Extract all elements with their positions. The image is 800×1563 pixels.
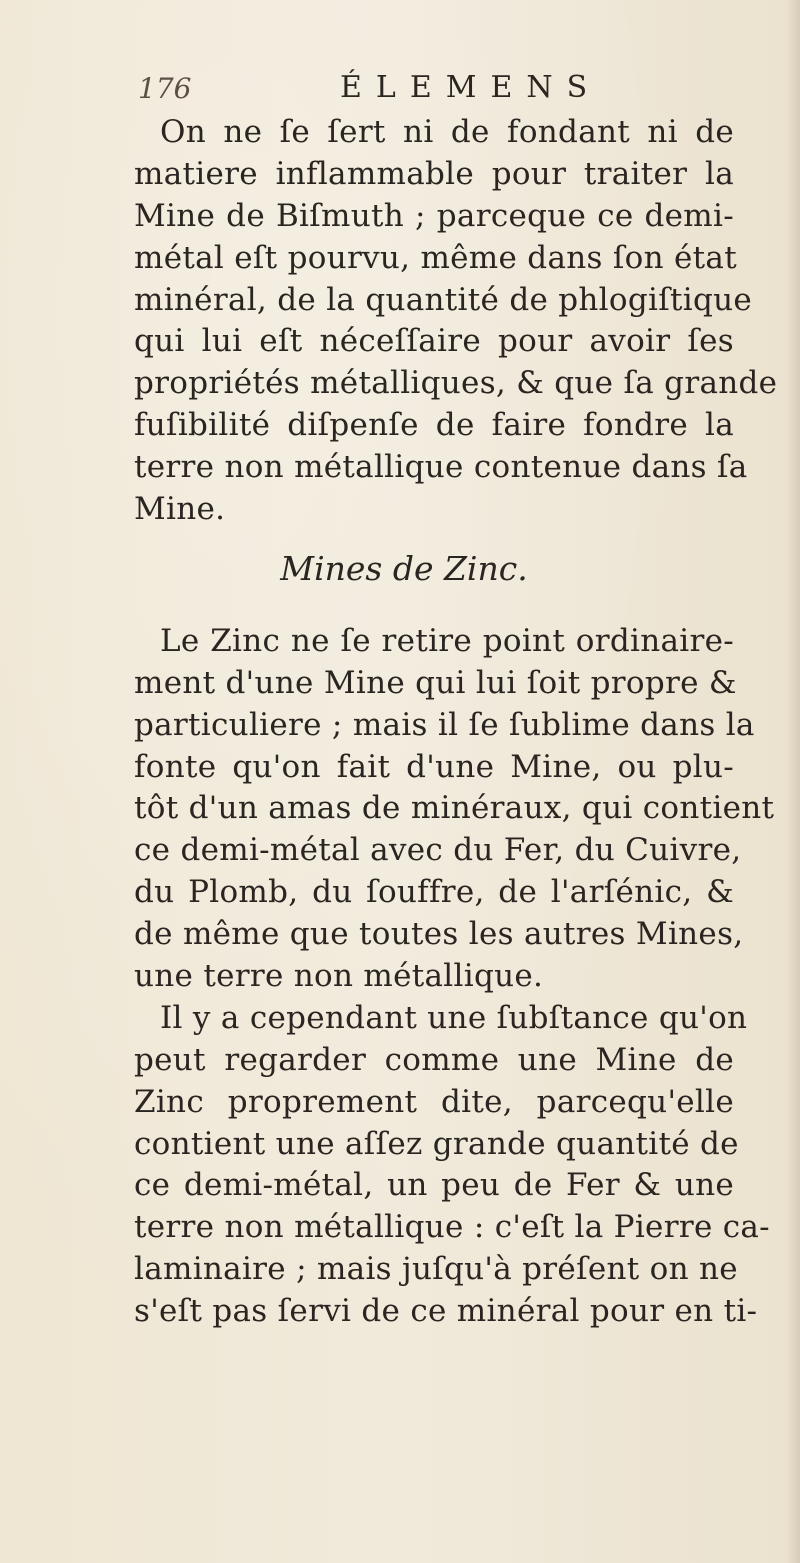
text-line: une terre non métallique. — [134, 958, 544, 995]
text-line: ment d'une Mine qui lui ſoit propre & — [134, 664, 737, 701]
text-line: ce demi-métal, un peu de Fer & une — [134, 1167, 734, 1204]
text-line: ce demi-métal avec du Fer, du Cuivre, — [134, 832, 742, 869]
text-line: peut regarder comme une Mine de — [134, 1041, 734, 1078]
text-line: contient une aſſez grande quantité de — [134, 1125, 739, 1162]
text-line: terre non métallique : c'eſt la Pierre ca- — [134, 1209, 770, 1246]
section-title: Mines de Zinc. — [280, 548, 528, 588]
text-line: Le Zinc ne ſe retire point ordinaire- — [160, 622, 734, 659]
page-number: 176 — [138, 72, 192, 105]
page-edge-shadow — [786, 0, 800, 1563]
text-line: Il y a cependant une ſubſtance qu'on — [160, 999, 748, 1036]
text-line: métal eſt pourvu, même dans ſon état — [134, 239, 737, 276]
text-line: matiere inflammable pour traiter la — [134, 155, 734, 192]
text-line: terre non métallique contenue dans ſa — [134, 449, 748, 486]
page-header — [118, 66, 678, 116]
paragraph-bismuth — [134, 112, 778, 531]
text-line: Mine. — [134, 491, 226, 528]
text-line: s'eſt pas ſervi de ce minéral pour en ti- — [134, 1293, 758, 1330]
paragraph-calamine — [134, 998, 770, 1333]
text-line: laminaire ; mais juſqu'à préſent on ne — [134, 1251, 738, 1288]
text-line: particuliere ; mais il ſe ſublime dans la — [134, 706, 755, 743]
text-line: qui lui eſt néceſſaire pour avoir ſes — [134, 323, 734, 360]
paragraph-zinc — [134, 621, 775, 998]
text-line: tôt d'un amas de minéraux, qui contient — [134, 790, 775, 827]
text-line: du Plomb, du ſouffre, de l'arſénic, & — [134, 874, 734, 911]
text-line: fuſibilité diſpenſe de faire fondre la — [134, 407, 734, 444]
text-line: propriétés métalliques, & que ſa grande — [134, 365, 778, 402]
text-line: Mine de Biſmuth ; parceque ce demi- — [134, 197, 734, 234]
text-line: fonte qu'on fait d'une Mine, ou plu- — [134, 748, 734, 785]
text-line: Zinc proprement dite, parcequ'elle — [134, 1083, 734, 1120]
text-line: minéral, de la quantité de phlogiſtique — [134, 281, 753, 318]
running-head: ÉLEMENS — [340, 70, 602, 105]
section-gap — [134, 607, 734, 621]
text-line: On ne ſe ſert ni de fondant ni de — [160, 114, 734, 150]
body-text — [134, 112, 778, 1333]
text-line: de même que toutes les autres Mines, — [134, 916, 744, 953]
